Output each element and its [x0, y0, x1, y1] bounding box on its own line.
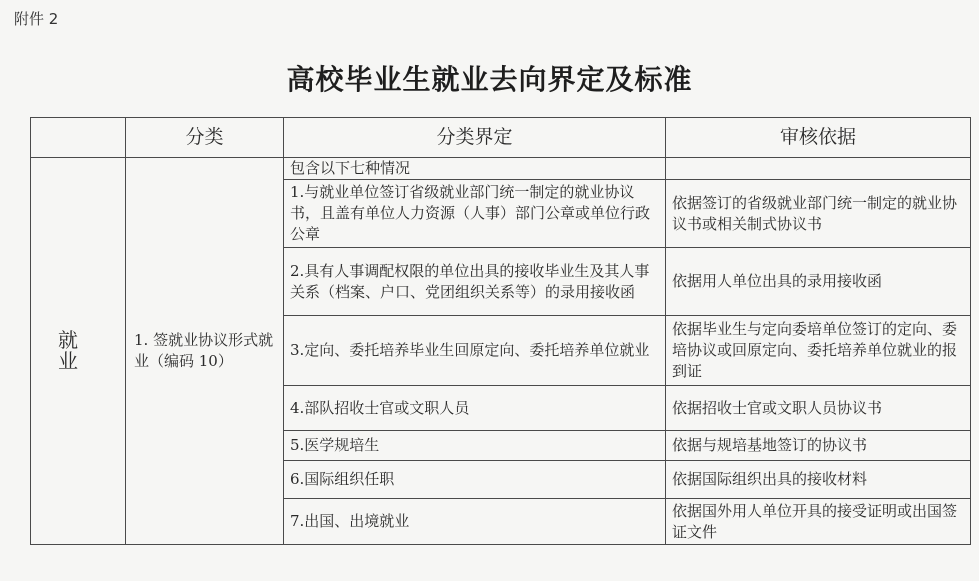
definition-cell: 3.定向、委托培养毕业生回原定向、委托培养单位就业	[284, 316, 666, 386]
intro-cell: 包含以下七种情况	[284, 158, 666, 180]
definition-cell: 5.医学规培生	[284, 431, 666, 461]
basis-cell: 依据招收士官或文职人员协议书	[666, 386, 971, 431]
basis-cell: 依据签订的省级就业部门统一制定的就业协议书或相关制式协议书	[666, 180, 971, 248]
basis-cell: 依据国际组织出具的接收材料	[666, 461, 971, 499]
definition-cell: 1.与就业单位签订省级就业部门统一制定的就业协议书，且盖有单位人力资源（人事）部门公章或单位行政公章	[284, 180, 666, 248]
intro-basis-cell	[666, 158, 971, 180]
basis-cell: 依据用人单位出具的录用接收函	[666, 248, 971, 316]
standards-table	[30, 117, 971, 545]
definition-cell: 7.出国、出境就业	[284, 499, 666, 545]
table-header-row	[31, 118, 971, 158]
definition-cell: 4.部队招收士官或文职人员	[284, 386, 666, 431]
sub-category-cell: 1. 签就业协议形式就业（编码 10）	[126, 158, 284, 545]
table-row	[31, 158, 971, 180]
basis-cell: 依据毕业生与定向委培单位签订的定向、委培协议或回原定向、委托培养单位就业的报到证	[666, 316, 971, 386]
definition-cell: 2.具有人事调配权限的单位出具的接收毕业生及其人事关系（档案、户口、党团组织关系等）的录用接收函	[284, 248, 666, 316]
header-blank	[31, 118, 126, 158]
header-definition: 分类界定	[284, 118, 666, 158]
basis-cell: 依据与规培基地签订的协议书	[666, 431, 971, 461]
definition-cell: 6.国际组织任职	[284, 461, 666, 499]
attachment-label: 附件 2	[14, 10, 59, 28]
basis-cell: 依据国外用人单位开具的接受证明或出国签证文件	[666, 499, 971, 545]
header-category: 分类	[126, 118, 284, 158]
page-title: 高校毕业生就业去向界定及标准	[286, 63, 693, 96]
header-basis: 审核依据	[666, 118, 971, 158]
main-category-cell: 就 业	[31, 158, 126, 545]
